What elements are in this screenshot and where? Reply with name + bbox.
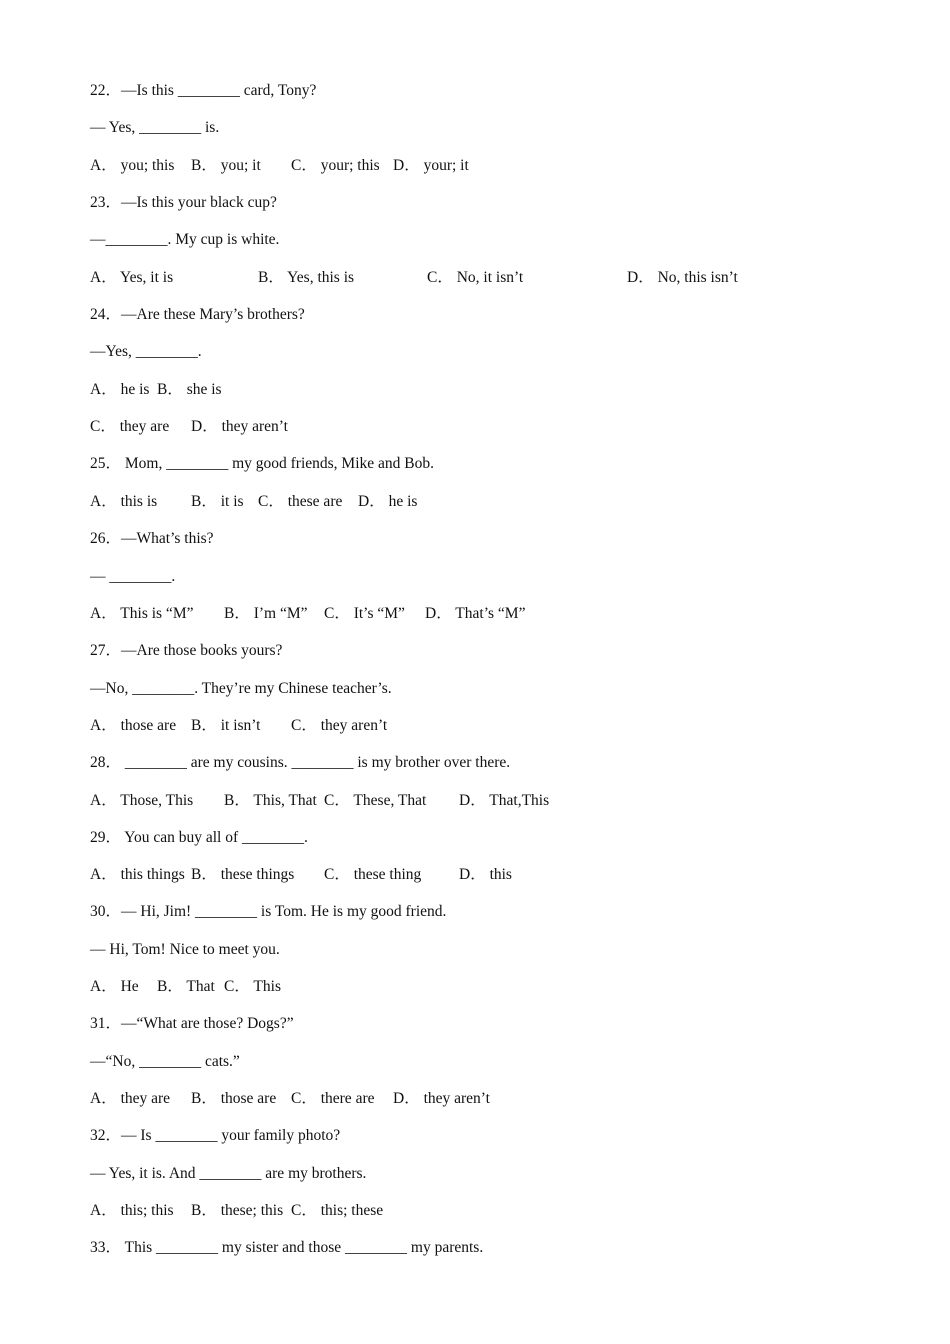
question-26-option-d: D． That’s “M” <box>425 605 526 622</box>
question-30-answer-line: — Hi, Tom! Nice to meet you. <box>90 941 280 958</box>
question-30-option-c: C． This <box>224 978 281 995</box>
question-32-stem: 32．— Is ________ your family photo? <box>90 1127 341 1144</box>
question-26-option-b: B． I’m “M” <box>224 605 308 622</box>
question-23-option-c: C． No, it isn’t <box>427 269 524 286</box>
question-28-stem: 28． ________ are my cousins. ________ is my brother over there. <box>90 754 511 771</box>
question-28-option-d: D． That,This <box>459 792 550 809</box>
question-22-option-c: C． your; this <box>291 157 380 174</box>
question-25-option-a: A． this is <box>90 493 158 510</box>
question-29-option-b: B． these things <box>191 866 295 883</box>
question-27-answer-line: —No, ________. They’re my Chinese teacher’s. <box>90 680 392 697</box>
question-26-stem: 26．—What’s this? <box>90 530 214 547</box>
question-25-option-c: C． these are <box>258 493 343 510</box>
question-31-option-c: C． there are <box>291 1090 375 1107</box>
question-24-option-a: A． he is <box>90 381 150 398</box>
question-24-option-d: D． they aren’t <box>191 418 288 435</box>
question-27-stem: 27．—Are those books yours? <box>90 642 283 659</box>
question-30-option-a: A． He <box>90 978 139 995</box>
question-29-stem: 29． You can buy all of ________. <box>90 829 308 846</box>
question-27-option-c: C． they aren’t <box>291 717 388 734</box>
question-31-option-b: B． those are <box>191 1090 277 1107</box>
question-22-stem: 22．—Is this ________ card, Tony? <box>90 82 317 99</box>
question-23-option-b: B． Yes, this is <box>258 269 355 286</box>
question-29-option-a: A． this things <box>90 866 185 883</box>
question-22-answer-line: — Yes, ________ is. <box>90 119 220 136</box>
question-31-option-d: D． they aren’t <box>393 1090 490 1107</box>
question-22-option-a: A． you; this <box>90 157 175 174</box>
question-31-answer-line: —“No, ________ cats.” <box>90 1053 240 1070</box>
question-27-option-a: A． those are <box>90 717 177 734</box>
question-28-option-a: A． Those, This <box>90 792 194 809</box>
question-31-stem: 31．—“What are those? Dogs?” <box>90 1015 294 1032</box>
question-23-option-a: A． Yes, it is <box>90 269 174 286</box>
question-32-option-c: C． this; these <box>291 1202 384 1219</box>
question-23-answer-line: —________. My cup is white. <box>90 231 280 248</box>
question-24-option-b: B． she is <box>157 381 222 398</box>
question-26-option-a: A． This is “M” <box>90 605 194 622</box>
question-22-option-d: D． your; it <box>393 157 469 174</box>
question-28-option-c: C． These, That <box>324 792 427 809</box>
question-30-option-b: B． That <box>157 978 215 995</box>
question-24-option-c: C． they are <box>90 418 170 435</box>
question-30-stem: 30．— Hi, Jim! ________ is Tom. He is my good friend. <box>90 903 447 920</box>
question-27-option-b: B． it isn’t <box>191 717 261 734</box>
question-32-option-b: B． these; this <box>191 1202 284 1219</box>
question-29-option-c: C． these thing <box>324 866 422 883</box>
question-26-option-c: C． It’s “M” <box>324 605 405 622</box>
question-25-option-b: B． it is <box>191 493 244 510</box>
question-25-stem: 25． Mom, ________ my good friends, Mike and Bob. <box>90 455 434 472</box>
question-32-answer-line: — Yes, it is. And ________ are my brothers. <box>90 1165 367 1182</box>
question-32-option-a: A． this; this <box>90 1202 174 1219</box>
question-29-option-d: D． this <box>459 866 512 883</box>
question-28-option-b: B． This, That <box>224 792 317 809</box>
question-26-answer-line: — ________. <box>90 568 176 585</box>
question-24-stem: 24．—Are these Mary’s brothers? <box>90 306 305 323</box>
question-31-option-a: A． they are <box>90 1090 171 1107</box>
question-23-option-d: D． No, this isn’t <box>627 269 738 286</box>
question-23-stem: 23．—Is this your black cup? <box>90 194 277 211</box>
question-33-stem: 33． This ________ my sister and those ________ my parents. <box>90 1239 484 1256</box>
question-24-answer-line: —Yes, ________. <box>90 343 202 360</box>
question-22-option-b: B． you; it <box>191 157 261 174</box>
question-25-option-d: D． he is <box>358 493 418 510</box>
